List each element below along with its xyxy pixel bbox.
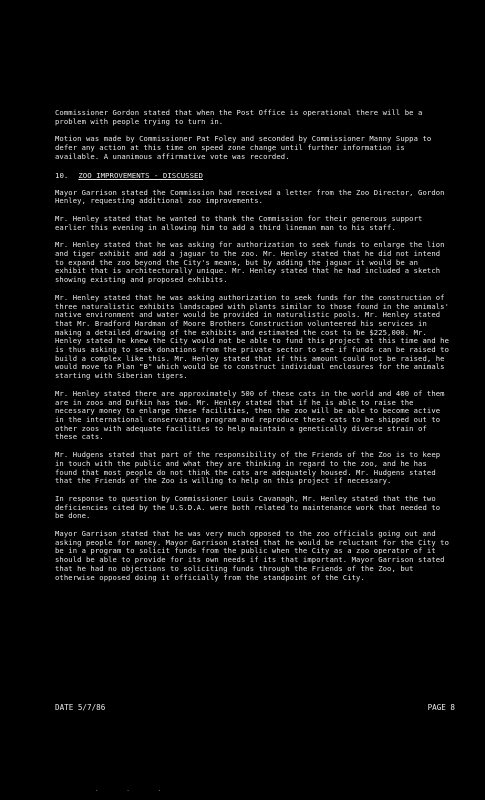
section-number: 10. — [55, 170, 69, 180]
paragraph: Mayor Garrison stated that he was very much opposed to the zoo officials going out and asking people for money. Mayor Garrison stated that he would be reluctant for the City to be in a program to solicit funds from the public when the City as a zoo operator of it should be able to provide for its own needs if its that important. Mayor Garrison stated that he had no objections to soliciting funds through the Friends of the Zoo, but otherwise opposed doing it officially from the standpoint of the City. — [55, 529, 450, 582]
document-body — [55, 109, 453, 591]
paragraph: Mr. Hudgens stated that part of the responsibility of the Friends of the Zoo is to keep in touch with the public and what they are thinking in regard to the zoo, and he has found that most people do not think the cats are adequately housed. Mr. Hudgens stated that the Friends of the Zoo is willing to help on this project if necessary. — [55, 450, 441, 486]
paragraph: Mayor Garrison stated the Commission had received a letter from the Zoo Director, Gordon Henley, requesting additional zoo improvements. — [55, 187, 445, 206]
footer-date: DATE 5/7/86 — [55, 703, 106, 712]
section-heading — [55, 171, 453, 180]
trailing-marks: . . . — [95, 786, 174, 793]
paragraph: Mr. Henley stated that he was asking authorization to seek funds for the construction of three naturalistic exhibits landscaped with plants similar to those found in the animals' native environment and water would be provided in naturalistic pools. Mr. Henley stated that Mr. Bradford Hardman of Moore Brothers Construction volunteered his services in making a detailed drawing of the exhibits and estimated the cost to be $225,000. Mr. Henley stated he knew the City would not be able to fund this project at this time and he is thus asking to seek donations from the private sector to see if funds can be raised to build a complex like this. Mr. Henley stated that if this amount could not be raised, he would move to Plan "B" which would be to construct individual enclosures for the animals starting with Siberian tigers. — [55, 292, 450, 381]
footer-page-number: PAGE 8 — [427, 703, 455, 712]
paragraph: Mr. Henley stated that he was asking for authorization to seek funds to enlarge the lion and tiger exhibit and add a jaguar to the zoo. Mr. Henley stated that he did not intend to expand the zoo beyond the City's means, but by adding the jaguar it would be an exhibit that is architecturally unique. Mr. Henley stated that he had included a sketch showing existing and proposed exhibits. — [55, 240, 445, 285]
section-title: ZOO IMPROVEMENTS - DISCUSSED — [78, 170, 203, 180]
paragraph: Mr. Henley stated there are approximately 500 of these cats in the world and 400 of them are in zoos and Dufkin has two. Mr. Henley stated that if he is able to raise the necessary money to enlarge these facilities, then the zoo will be able to become active in the international conservation program and reproduce these cats to be shipped out to other zoos with adequate facilities to help maintain a genetically diverse strain of these cats. — [55, 388, 445, 442]
paragraph: Motion was made by Commissioner Pat Foley and seconded by Commissioner Manny Suppa to defer any action at this time on speed zone change until further information is available. A unanimous affirmative vote was recorded. — [55, 134, 432, 161]
paragraph: In response to question by Commissioner Louis Cavanagh, Mr. Henley stated that the two deficiencies cited by the U.S.D.A. were both related to maintenance work that needed to be done. — [55, 493, 441, 521]
paragraph: Mr. Henley stated that he wanted to thank the Commission for their generous support earlier this evening in allowing him to add a third lineman man to his staff. — [55, 213, 423, 232]
paragraph: Commissioner Gordon stated that when the Post Office is operational there will be a problem with people trying to turn in. — [55, 108, 423, 126]
